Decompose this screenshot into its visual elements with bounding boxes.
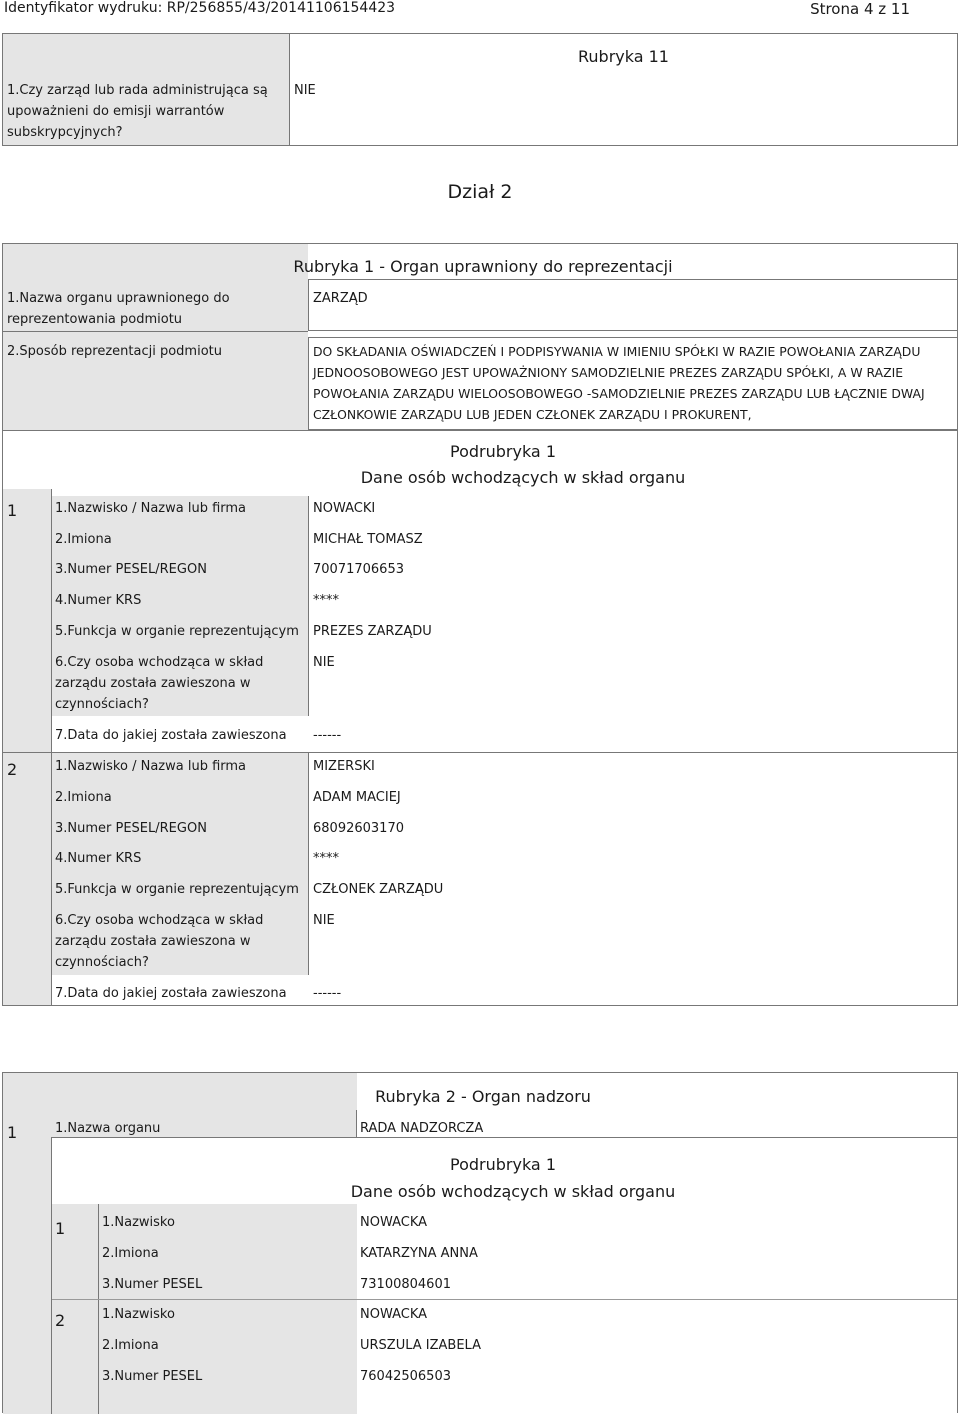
label-krs: 4.Numer KRS	[55, 851, 142, 866]
label-pesel: 3.Numer PESEL/REGON	[55, 562, 207, 577]
value-pesel: 68092603170	[313, 821, 404, 836]
rubryka-11-title: Rubryka 11	[578, 47, 669, 66]
person-number: 2	[7, 760, 18, 779]
organ-number: 1	[7, 1123, 18, 1142]
rubryka-11-section	[2, 33, 958, 146]
value-imiona: MICHAŁ TOMASZ	[313, 532, 423, 547]
print-id: Identyfikator wydruku: RP/256855/43/20141106154423	[4, 0, 396, 16]
f1-value: ZARZĄD	[313, 291, 368, 306]
person-number: 1	[55, 1219, 66, 1238]
value-nazwisko: NOWACKA	[360, 1215, 428, 1230]
value-nazwisko: MIZERSKI	[313, 759, 375, 774]
divider	[3, 430, 957, 431]
value-nazwisko: NOWACKI	[313, 501, 376, 516]
label-zawieszona: 6.Czy osoba wchodząca w skład zarządu została zawieszona w czynnościach?	[55, 913, 264, 970]
q1-value: NIE	[294, 83, 316, 98]
divider	[356, 1110, 357, 1137]
label-zawieszona: 6.Czy osoba wchodząca w skład zarządu została zawieszona w czynnościach?	[55, 655, 264, 712]
rubryka-1-section	[2, 243, 958, 1006]
value-imiona: ADAM MACIEJ	[313, 790, 401, 805]
section-title: Dział 2	[447, 181, 513, 203]
value-krs: ****	[313, 851, 339, 866]
label-data: 7.Data do jakiej została zawieszona	[55, 986, 287, 1001]
label-imiona: 2.Imiona	[55, 532, 112, 547]
value-zawieszona: NIE	[313, 913, 335, 928]
subsection-title: Podrubryka 1	[450, 1155, 556, 1174]
subsection-caption: Dane osób wchodzących w skład organu	[350, 1182, 676, 1201]
f2-label: 2.Sposób reprezentacji podmiotu	[7, 344, 222, 359]
person-number: 2	[55, 1311, 66, 1330]
value-krs: ****	[313, 593, 339, 608]
f1-label: 1.Nazwa organu uprawnionego do reprezentowania podmiotu	[7, 291, 230, 327]
value-pesel: 73100804601	[360, 1277, 451, 1292]
page-number: Strona 4 z 11	[810, 0, 910, 18]
number-column	[3, 489, 51, 1005]
q1-label: 1.Czy zarząd lub rada administrująca są upoważnieni do emisji warrantów subskrypcyjnych?	[7, 83, 268, 140]
f1-value-box	[308, 279, 958, 331]
label-pesel: 3.Numer PESEL	[102, 1277, 203, 1292]
value-funkcja: CZŁONEK ZARZĄDU	[313, 882, 444, 897]
label-funkcja: 5.Funkcja w organie reprezentującym	[55, 624, 299, 639]
value-funkcja: PREZES ZARZĄDU	[313, 624, 432, 639]
rubryka-1-title: Rubryka 1 - Organ uprawniony do reprezentacji	[293, 257, 673, 276]
divider	[308, 753, 309, 975]
label-nazwisko: 1.Nazwisko / Nazwa lub firma	[55, 501, 247, 516]
value-zawieszona: NIE	[313, 655, 335, 670]
label-pesel: 3.Numer PESEL/REGON	[55, 821, 207, 836]
label-nazwisko: 1.Nazwisko	[102, 1307, 175, 1322]
label-funkcja: 5.Funkcja w organie reprezentującym	[55, 882, 299, 897]
label-nazwisko: 1.Nazwisko / Nazwa lub firma	[55, 759, 247, 774]
divider	[308, 496, 309, 716]
f2-value: DO SKŁADANIA OŚWIADCZEŃ I PODPISYWANIA W IMIENIU SPÓŁKI W RAZIE POWOŁANIA ZARZĄDU JEDNOOSOBOWEGO JEST UPOWAŻNIONY SAMODZIELNIE PREZES ZARZĄDU SPÓŁKI, A W RAZIE POWOŁANIA ZARZĄDU WIELOOSOBOWEGO -SAMODZIELNIE PREZES ZARZĄDU LUB ŁĄCZNIE DWAJ CZŁONKOWIE ZARZĄDU LUB JEDEN CZŁONEK ZARZĄDU I PROKURENT,	[313, 344, 925, 422]
rubryka-2-section	[2, 1072, 958, 1413]
value-imiona: KATARZYNA ANNA	[360, 1246, 478, 1261]
divider	[51, 1137, 957, 1138]
value-nazwa-organu: RADA NADZORCZA	[360, 1121, 484, 1136]
value-nazwisko: NOWACKA	[360, 1307, 428, 1322]
person-number: 1	[7, 501, 18, 520]
label-pesel: 3.Numer PESEL	[102, 1369, 203, 1384]
subsection-title: Podrubryka 1	[450, 442, 556, 461]
value-pesel: 76042506503	[360, 1369, 451, 1384]
divider	[3, 331, 308, 332]
label-krs: 4.Numer KRS	[55, 593, 142, 608]
label-nazwisko: 1.Nazwisko	[102, 1215, 175, 1230]
label-data: 7.Data do jakiej została zawieszona	[55, 728, 287, 743]
label-imiona: 2.Imiona	[102, 1338, 159, 1353]
value-data: ------	[313, 728, 342, 743]
rubryka-2-title: Rubryka 2 - Organ nadzoru	[375, 1087, 591, 1106]
label-imiona: 2.Imiona	[55, 790, 112, 805]
value-imiona: URSZULA IZABELA	[360, 1338, 481, 1353]
label-nazwa-organu: 1.Nazwa organu	[55, 1121, 161, 1136]
subsection-caption: Dane osób wchodzących w skład organu	[360, 468, 686, 487]
value-data: ------	[313, 986, 342, 1001]
label-imiona: 2.Imiona	[102, 1246, 159, 1261]
divider	[52, 1299, 957, 1300]
value-pesel: 70071706653	[313, 562, 404, 577]
